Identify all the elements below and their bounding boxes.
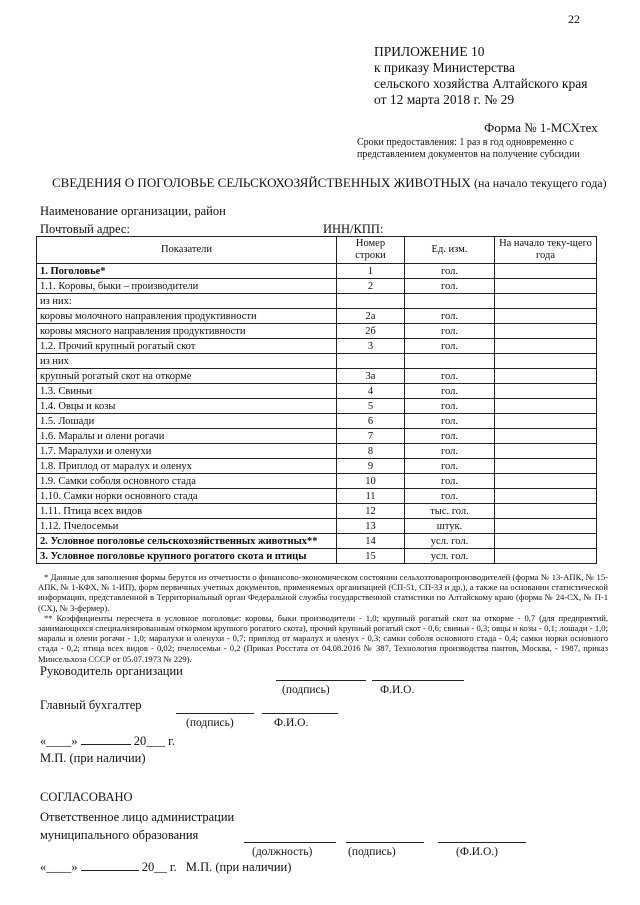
row-unit: гол. (405, 324, 495, 339)
position-line (244, 842, 336, 843)
row-unit: усл. гол. (405, 534, 495, 549)
inn-label: ИНН/КПП: (323, 222, 384, 236)
row-unit: штук. (405, 519, 495, 534)
appendix-line: ПРИЛОЖЕНИЕ 10 (374, 44, 485, 59)
table-row (37, 399, 597, 414)
row-unit: гол. (405, 339, 495, 354)
row-name: 1.6. Маралы и олени рогачи (37, 429, 337, 444)
row-name: 1.3. Свиньи (37, 384, 337, 399)
appendix-line: от 12 марта 2018 г. № 29 (374, 92, 515, 107)
row-name: 1.5. Лошади (37, 414, 337, 429)
row-value[interactable] (495, 294, 597, 309)
row-name: 1. Поголовье* (37, 264, 337, 279)
row-number: 12 (337, 504, 405, 519)
table-row (37, 414, 597, 429)
row-number: 2а (337, 309, 405, 324)
row-unit: гол. (405, 384, 495, 399)
deadline-line: представлением документов на получение субсидии (357, 149, 580, 160)
row-number (337, 294, 405, 309)
accountant-signature-line (176, 713, 254, 714)
appendix-header (374, 44, 587, 108)
row-number: 4 (337, 384, 405, 399)
table-row (37, 294, 597, 309)
row-unit: гол. (405, 489, 495, 504)
table-row (37, 354, 597, 369)
row-number: 5 (337, 399, 405, 414)
row-number: 3 (337, 339, 405, 354)
row-number: 8 (337, 444, 405, 459)
row-name: 1.8. Приплод от маралух и оленух (37, 459, 337, 474)
position-caption: (должность) (252, 846, 313, 858)
address-label: Почтовый адрес: (40, 222, 130, 236)
table-row (37, 519, 597, 534)
row-number: 7 (337, 429, 405, 444)
table-row (37, 264, 597, 279)
row-value[interactable] (495, 339, 597, 354)
date-month-line (81, 870, 139, 871)
header-value: На начало теку-щего года (495, 237, 597, 264)
responsible-line2: муниципального образования (40, 828, 199, 842)
row-unit: гол. (405, 399, 495, 414)
resp-fio-caption: (Ф.И.О.) (456, 846, 498, 858)
row-value[interactable] (495, 369, 597, 384)
row-name: из них (37, 354, 337, 369)
row-unit: гол. (405, 279, 495, 294)
row-value[interactable] (495, 279, 597, 294)
row-value[interactable] (495, 444, 597, 459)
row-unit (405, 354, 495, 369)
row-unit: гол. (405, 264, 495, 279)
table-row (37, 384, 597, 399)
indicators-table (36, 236, 597, 564)
row-value[interactable] (495, 549, 597, 564)
row-unit: гол. (405, 444, 495, 459)
row-name: 1.2. Прочий крупный рогатый скот (37, 339, 337, 354)
resp-signature-line (346, 842, 424, 843)
row-unit: усл. гол. (405, 549, 495, 564)
row-name: коровы мясного направления продуктивности (37, 324, 337, 339)
head-fio-line (372, 680, 464, 681)
table-row (37, 309, 597, 324)
row-unit: гол. (405, 459, 495, 474)
row-number: 11 (337, 489, 405, 504)
row-name: крупный рогатый скот на откорме (37, 369, 337, 384)
row-value[interactable] (495, 474, 597, 489)
stamp-label-2: М.П. (при наличии) (185, 860, 292, 874)
row-unit: тыс. гол. (405, 504, 495, 519)
row-unit (405, 294, 495, 309)
row-name: 1.10. Самки норки основного стада (37, 489, 337, 504)
document-title (52, 175, 607, 191)
form-number: Форма № 1-МСХтех (484, 120, 598, 135)
responsible-line1: Ответственное лицо администрации (40, 810, 235, 824)
date-field-2 (40, 860, 291, 875)
row-name: 1.7. Маралухи и оленухи (37, 444, 337, 459)
submission-deadline (357, 137, 580, 161)
row-number: 1 (337, 264, 405, 279)
date-day: «____» (40, 734, 78, 748)
row-value[interactable] (495, 324, 597, 339)
head-signature-caption: (подпись) (282, 684, 330, 696)
row-unit: гол. (405, 414, 495, 429)
row-number: 15 (337, 549, 405, 564)
title-sub: (на начало текущего года) (474, 176, 607, 190)
row-number: 13 (337, 519, 405, 534)
date-year: 20___ г. (133, 734, 175, 748)
row-value[interactable] (495, 414, 597, 429)
row-name: 1.12. Пчелосемьи (37, 519, 337, 534)
resp-signature-caption: (подпись) (348, 846, 396, 858)
row-value[interactable] (495, 519, 597, 534)
header-unit: Ед. изм. (405, 237, 495, 264)
row-number: 2 (337, 279, 405, 294)
title-main: СВЕДЕНИЯ О ПОГОЛОВЬЕ СЕЛЬСКОХОЗЯЙСТВЕННЫХ ЖИВОТНЫХ (52, 175, 471, 190)
row-name: 1.9. Самки соболя основного стада (37, 474, 337, 489)
table-row (37, 444, 597, 459)
row-value[interactable] (495, 459, 597, 474)
row-number: 6 (337, 414, 405, 429)
accountant-fio-caption: Ф.И.О. (274, 717, 309, 729)
row-number: 2б (337, 324, 405, 339)
table-row (37, 474, 597, 489)
footnote: * Данные для заполнения формы берутся из отчетности о финансово-экономическом состоянии сельхозтоваропроизводителей (форма № 13-АПК, № 15-АПК, № 1-КФХ, № 1-ИП), форм первичных учетных документов, применяемых организацией (СП-51, СП-33 и др.), а также на основании статистической информации, представленной в Территориальный орган Федеральной службы государственной статистики по Алтайскому краю (форма № 24-СХ, № П-1 (СХ), № 3-фермер). (38, 572, 608, 613)
row-value[interactable] (495, 534, 597, 549)
row-value[interactable] (495, 264, 597, 279)
table-row (37, 339, 597, 354)
row-value[interactable] (495, 489, 597, 504)
table-header-row (37, 237, 597, 264)
row-name: 2. Условное поголовье сельскохозяйственных животных** (37, 534, 337, 549)
header-indicator: Показатели (37, 237, 337, 264)
row-unit: гол. (405, 309, 495, 324)
footnote: ** Коэффициенты пересчета в условное поголовье: коровы, быки производители - 1,0; крупный рогатый скот на откорме - 0,7 (для предприятий, занимающихся специализированным откормом крупного рогатого скота), прочий крупный рогатый скот - 0,6; свиньи - 0,3; овцы и козы - 0,1; лошади - 1,0; маралы и олени рогачи - 1,0; маралухи и оленухи - 0,7; приплод от маралух и оленух - 0,3; самки соболя основного стада - 0,4; самки норки основного стада - 0,2; птица всех видов - 0,02; пчелосемьи - 0,2 (Приказ Росстата от 04.08.2016 № 387, Технология производства пантов, Москва, - 1987, приказ Минсельхоза СССР от 05.07.1973 № 229). (38, 612, 608, 664)
row-number (337, 354, 405, 369)
row-value[interactable] (495, 309, 597, 324)
deadline-line: Сроки предоставления: 1 раз в год одновременно с (357, 137, 574, 148)
row-name: 1.11. Птица всех видов (37, 504, 337, 519)
row-name: 1.4. Овцы и козы (37, 399, 337, 414)
date-month-line (81, 744, 131, 745)
row-value[interactable] (495, 429, 597, 444)
table-row (37, 504, 597, 519)
table-row (37, 534, 597, 549)
row-number: 10 (337, 474, 405, 489)
head-signature-line (276, 680, 366, 681)
date-field (40, 734, 175, 749)
row-value[interactable] (495, 504, 597, 519)
chief-accountant-label: Главный бухгалтер (40, 698, 142, 712)
row-number: 9 (337, 459, 405, 474)
row-name: коровы молочного направления продуктивности (37, 309, 337, 324)
stamp-label: М.П. (при наличии) (40, 751, 146, 765)
row-unit: гол. (405, 474, 495, 489)
row-number: 14 (337, 534, 405, 549)
table-row (37, 369, 597, 384)
row-value[interactable] (495, 399, 597, 414)
footnotes (38, 572, 608, 664)
table-row (37, 549, 597, 564)
table-row (37, 489, 597, 504)
table-row (37, 459, 597, 474)
row-unit: гол. (405, 429, 495, 444)
organization-label: Наименование организации, район (40, 204, 226, 218)
table-row (37, 324, 597, 339)
row-value[interactable] (495, 354, 597, 369)
accountant-signature-caption: (подпись) (186, 717, 234, 729)
row-name: 1.1. Коровы, быки – производители (37, 279, 337, 294)
head-fio-caption: Ф.И.О. (380, 684, 415, 696)
appendix-line: сельского хозяйства Алтайского края (374, 76, 588, 91)
accountant-fio-line (262, 713, 338, 714)
resp-fio-line (438, 842, 526, 843)
date-year: 20__ г. (141, 860, 177, 874)
row-name: из них: (37, 294, 337, 309)
row-name: 3. Условное поголовье крупного рогатого скота и птицы (37, 549, 337, 564)
row-value[interactable] (495, 384, 597, 399)
header-row-number: Номер строки (337, 237, 405, 264)
head-label: Руководитель организации (40, 664, 183, 678)
row-unit: гол. (405, 369, 495, 384)
row-number: 3а (337, 369, 405, 384)
appendix-line: к приказу Министерства (374, 60, 516, 75)
table-row (37, 279, 597, 294)
page-number: 22 (568, 12, 580, 26)
table-row (37, 429, 597, 444)
date-day: «____» (40, 860, 78, 874)
agreed-label: СОГЛАСОВАНО (40, 790, 133, 804)
